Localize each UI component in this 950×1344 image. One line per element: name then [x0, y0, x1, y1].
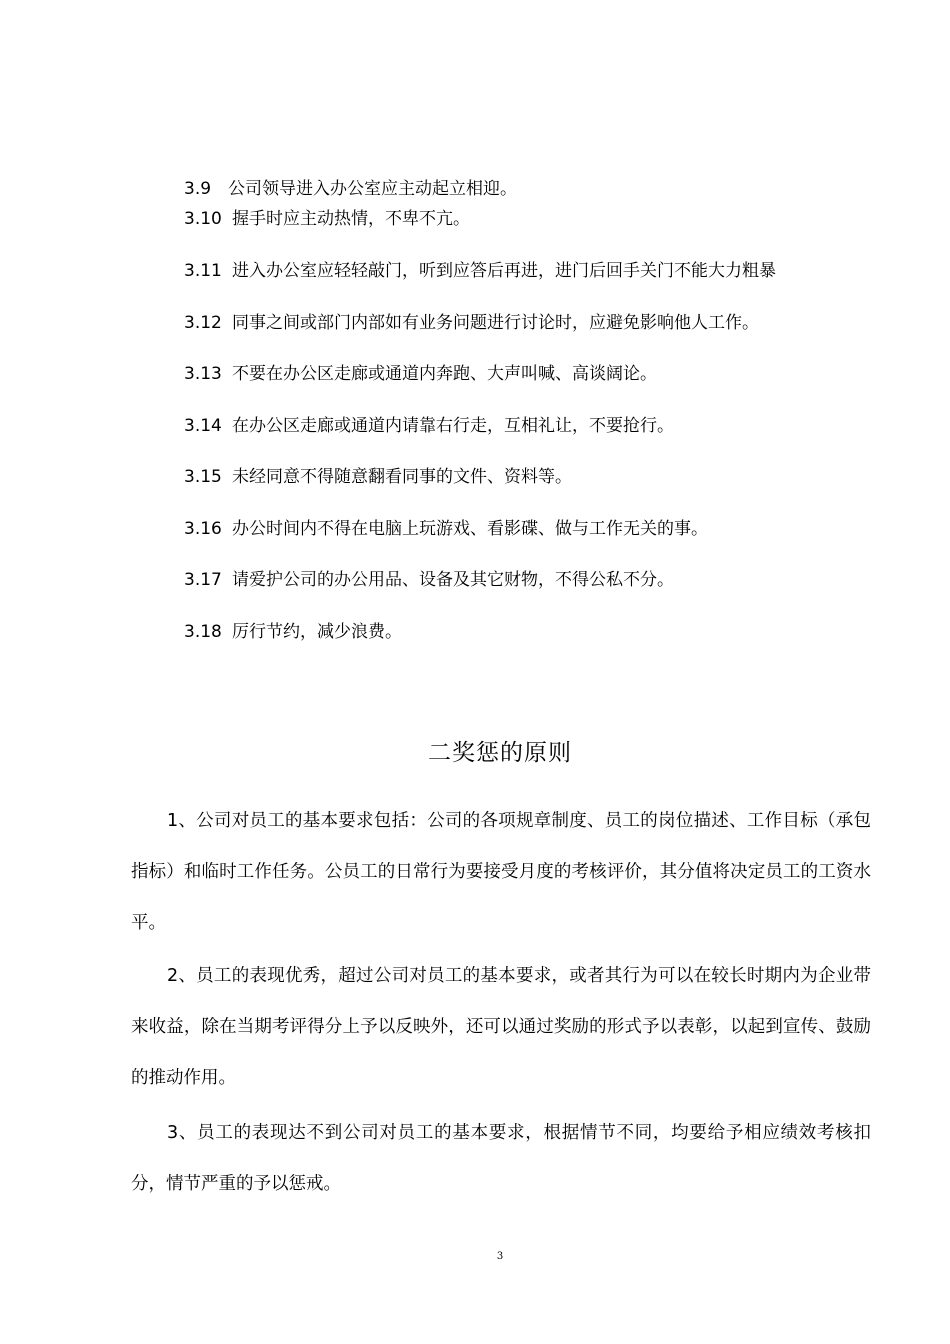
rule-number: 3.18 [184, 622, 222, 642]
rule-number: 3.12 [184, 313, 222, 333]
rule-item [184, 415, 884, 437]
rule-number: 3.9 [184, 179, 212, 199]
rule-text: 同事之间或部门内部如有业务问题进行讨论时，应避免影响他人工作。 [232, 313, 759, 333]
paragraph: 3、员工的表现达不到公司对员工的基本要求，根据情节不同，均要给予相应绩效考核扣分，情节严重的予以惩戒。 [131, 1123, 871, 1194]
rule-item [184, 312, 884, 334]
page-number: 3 [496, 1251, 504, 1262]
rule-text: 不要在办公区走廊或通道内奔跑、大声叫喊、高谈阔论。 [232, 364, 657, 384]
rule-text: 请爱护公司的办公用品、设备及其它财物，不得公私不分。 [232, 570, 674, 590]
rule-text: 厉行节约，减少浪费。 [232, 622, 402, 642]
paragraph: 1、公司对员工的基本要求包括：公司的各项规章制度、员工的岗位描述、工作目标（承包指标）和临时工作任务。公员工的日常行为要接受月度的考核评价，其分值将决定员工的工资水平。 [131, 811, 871, 933]
rule-text: 在办公区走廊或通道内请靠右行走，互相礼让，不要抢行。 [232, 416, 674, 436]
rule-item [184, 518, 884, 540]
rule-item [184, 466, 884, 488]
rule-number: 3.13 [184, 364, 222, 384]
rule-item [184, 621, 884, 643]
rule-text: 握手时应主动热情，不卑不亢。 [232, 209, 470, 229]
rule-number: 3.15 [184, 467, 222, 487]
rule-number: 3.11 [184, 261, 222, 281]
rule-text: 办公时间内不得在电脑上玩游戏、看影碟、做与工作无关的事。 [232, 519, 708, 539]
paragraph: 2、员工的表现优秀，超过公司对员工的基本要求，或者其行为可以在较长时期内为企业带来收益，除在当期考评得分上予以反映外，还可以通过奖励的形式予以表彰，以起到宣传、鼓励的推动作用。 [131, 966, 871, 1088]
rule-number: 3.10 [184, 209, 222, 229]
rule-number: 3.14 [184, 416, 222, 436]
section-heading: 二奖惩的原则 [428, 740, 572, 766]
rule-item [184, 260, 884, 282]
rule-item [184, 363, 884, 385]
rule-item [184, 178, 884, 200]
rule-item [184, 569, 884, 591]
rule-number: 3.16 [184, 519, 222, 539]
rule-item [184, 208, 884, 230]
rule-number: 3.17 [184, 570, 222, 590]
rule-text: 进入办公室应轻轻敲门，听到应答后再进，进门后回手关门不能大力粗暴 [232, 261, 776, 281]
rule-text: 公司领导进入办公室应主动起立相迎。 [228, 179, 517, 199]
rule-text: 未经同意不得随意翻看同事的文件、资料等。 [232, 467, 572, 487]
